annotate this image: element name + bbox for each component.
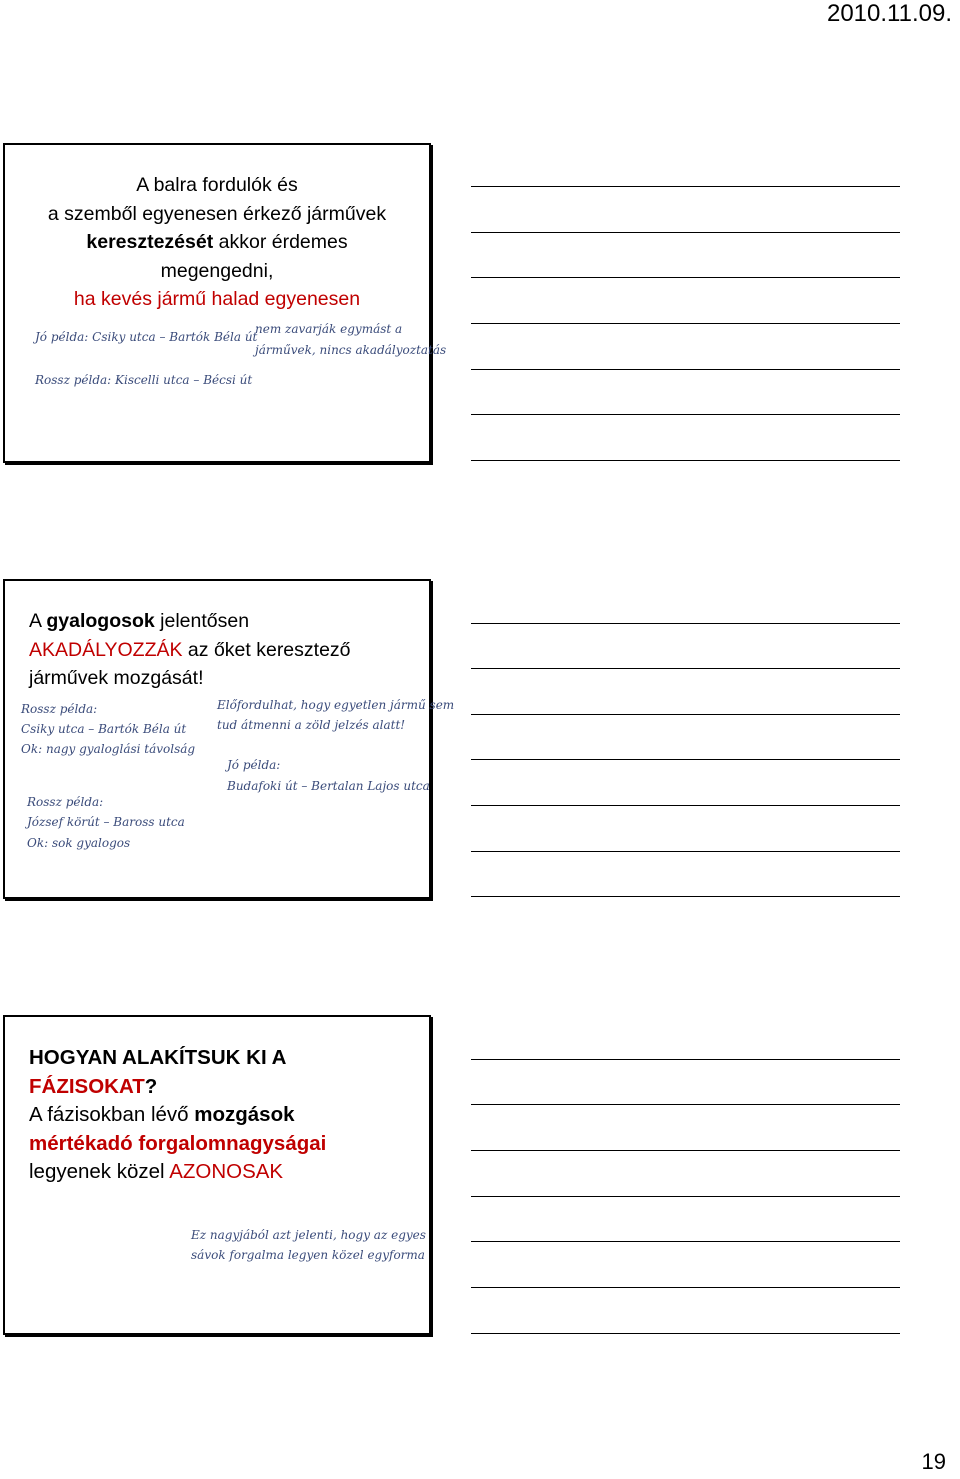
- slide-2-note: Rossz példa:: [21, 702, 98, 716]
- slide-2-bold-text: gyalogosok: [46, 610, 155, 632]
- note-line: [471, 414, 900, 415]
- slide-2-note: Rossz példa:: [27, 795, 104, 809]
- slide-2-title-line: [29, 607, 351, 636]
- slide-1-bold-text: keresztezését: [86, 231, 214, 253]
- slide-2-title: [29, 607, 351, 693]
- slide-1-title-line: [5, 228, 429, 257]
- slide-3-bold-text: mozgások: [194, 1103, 295, 1126]
- slide-3: [3, 1015, 431, 1335]
- slide-3-highlight: mértékadó forgalomnagyságai: [29, 1131, 327, 1155]
- slide-2-note: Ok: sok gyalogos: [27, 836, 131, 850]
- note-line: [471, 1333, 900, 1334]
- note-line: [471, 896, 900, 897]
- slide-2-note: Csiky utca – Bartók Béla út: [21, 722, 187, 736]
- note-line: [471, 623, 900, 624]
- slide-2-note: Jó példa:: [227, 758, 281, 772]
- note-line: [471, 277, 900, 278]
- note-line: [471, 668, 900, 669]
- note-line: [471, 1241, 900, 1242]
- note-line: [471, 1104, 900, 1105]
- slide-2-note: tud átmenni a zöld jelzés alatt!: [217, 718, 406, 732]
- header-date: 2010.11.09.: [826, 0, 952, 27]
- slide-2-note: József körút – Baross utca: [27, 815, 185, 829]
- slide-2-note: Budafoki út – Bertalan Lajos utca: [227, 779, 430, 793]
- note-line: [471, 369, 900, 370]
- slide-3-body-line: [29, 1101, 326, 1130]
- slide-1-highlight: ha kevés jármű halad egyenesen: [73, 288, 361, 310]
- slide-3-body-line: [29, 1158, 326, 1187]
- slide-3-text: legyenek közel: [29, 1160, 170, 1183]
- slide-3-content: [29, 1044, 326, 1187]
- slide-1-title: [5, 171, 429, 314]
- slide-2: [3, 579, 455, 899]
- note-line: [471, 1287, 900, 1288]
- note-line: [471, 232, 900, 233]
- slide-3-note: sávok forgalma legyen közel egyforma: [191, 1248, 425, 1262]
- slide-3-heading: HOGYAN ALAKÍTSUK KI A: [29, 1046, 287, 1069]
- slide-3-note: Ez nagyjából azt jelenti, hogy az egyes: [191, 1228, 426, 1242]
- slide-1-bad-example: Rossz példa: Kiscelli utca – Bécsi út: [35, 373, 253, 387]
- slide-1-reason-line: nem zavarják egymást a: [255, 322, 403, 336]
- page-number: 19: [921, 1449, 946, 1474]
- note-line: [471, 1150, 900, 1151]
- note-line: [471, 1196, 900, 1197]
- note-line: [471, 805, 900, 806]
- slide-2-highlight: AKADÁLYOZZÁK: [29, 638, 183, 661]
- note-line: [471, 1059, 900, 1060]
- slide-1-reason-line: járművek, nincs akadályoztatás: [255, 343, 447, 357]
- slide-2-title-line: járművek mozgását!: [29, 667, 204, 689]
- slide-2-title-line: [29, 636, 351, 665]
- slide-3-heading-red: FÁZISOKAT: [29, 1074, 145, 1098]
- slide-3-highlight-end: AZONOSAK: [169, 1160, 284, 1183]
- note-line: [471, 714, 900, 715]
- slide-1-title-line: megengedni,: [160, 259, 274, 282]
- slide-1: [3, 143, 447, 463]
- note-line: [471, 460, 900, 461]
- slide-1-good-example: Jó példa: Csiky utca – Bartók Béla út: [35, 330, 258, 344]
- slide-2-note: Ok: nagy gyaloglási távolság: [21, 742, 196, 756]
- note-line: [471, 759, 900, 760]
- slide-2-text: jelentősen: [154, 610, 250, 632]
- slide-1-text: akkor érdemes: [213, 231, 348, 253]
- note-line: [471, 323, 900, 324]
- slide-1-title-line: A balra fordulók és: [136, 174, 298, 196]
- slide-2-text: A: [29, 610, 47, 632]
- slide-2-text: az őket keresztező: [182, 638, 351, 661]
- slide-3-heading-q: ?: [144, 1074, 158, 1098]
- slide-3-heading-line: [29, 1073, 326, 1102]
- slide-2-note: Előfordulhat, hogy egyetlen jármű sem: [217, 698, 455, 712]
- note-line: [471, 186, 900, 187]
- slide-1-title-line: a szemből egyenesen érkező járművek: [47, 202, 387, 225]
- slide-3-text: A fázisokban lévő: [29, 1103, 195, 1126]
- note-line: [471, 851, 900, 852]
